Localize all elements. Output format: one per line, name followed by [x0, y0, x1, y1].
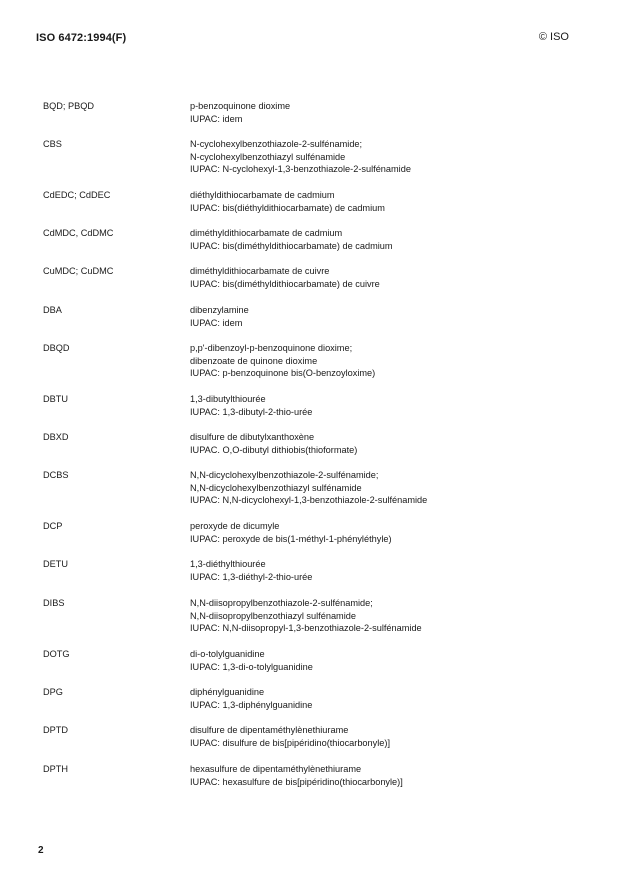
- list-item: [0, 520, 627, 545]
- list-item: [0, 100, 627, 125]
- list-item: [0, 724, 627, 749]
- list-item: [0, 469, 627, 507]
- definition-line: 1,3-dibutylthiourée: [190, 394, 266, 404]
- definition-line: IUPAC: 1,3-diéthyl-2-thio-urée: [190, 571, 313, 582]
- definition: [190, 597, 610, 635]
- definition-line: N-cyclohexylbenzothiazole-2-sulfénamide;: [190, 139, 363, 149]
- definition: [190, 138, 610, 176]
- definition-line: IUPAC: N,N-diisopropyl-1,3-benzothiazole-2-sulfénamide: [190, 623, 422, 633]
- abbreviation: CdEDC; CdDEC: [43, 190, 111, 200]
- list-item: [0, 763, 627, 788]
- definition-line: IUPAC. O,O-dibutyl dithiobis(thioformate): [190, 444, 358, 455]
- list-item: [0, 686, 627, 711]
- definition-line: disulfure de dipentaméthylènethiurame: [190, 725, 349, 735]
- definition-line: N,N-dicyclohexylbenzothiazyl sulfénamide: [190, 482, 362, 493]
- page-number: 2: [38, 845, 44, 856]
- definition: [190, 393, 610, 418]
- abbreviation: DBTU: [43, 394, 69, 404]
- list-item: [0, 138, 627, 176]
- list-item: [0, 648, 627, 673]
- abbreviation: DPTH: [43, 764, 69, 774]
- definition: [190, 265, 610, 290]
- definition-line: IUPAC: 1,3-diphénylguanidine: [190, 699, 313, 710]
- abbreviation: DCP: [43, 521, 63, 531]
- abbreviation: DIBS: [43, 598, 65, 608]
- document-standard-title: ISO 6472:1994(F): [36, 32, 127, 44]
- definition-line: diéthyldithiocarbamate de cadmium: [190, 190, 335, 200]
- definition-line: p,p'-dibenzoyl-p-benzoquinone dioxime;: [190, 343, 353, 353]
- definition: [190, 342, 610, 380]
- list-item: [0, 189, 627, 214]
- definition: [190, 100, 610, 125]
- definition: [190, 724, 610, 749]
- definition: [190, 304, 610, 329]
- definition-line: dibenzoate de quinone dioxime: [190, 355, 318, 366]
- definition-line: IUPAC: peroxyde de bis(1-méthyl-1-phényléthyle): [190, 533, 392, 544]
- list-item: [0, 342, 627, 380]
- definition: [190, 763, 610, 788]
- definition: [190, 686, 610, 711]
- definition-line: IUPAC: idem: [190, 317, 243, 328]
- copyright-notice: © ISO: [538, 31, 569, 43]
- definition: [190, 648, 610, 673]
- list-item: [0, 431, 627, 456]
- list-item: [0, 393, 627, 418]
- definition-line: disulfure de dibutylxanthoxène: [190, 432, 315, 442]
- definition-line: IUPAC: bis(diéthyldithiocarbamate) de cadmium: [190, 202, 385, 213]
- definition-line: N-cyclohexylbenzothiazyl sulfénamide: [190, 151, 346, 162]
- abbreviation: CuMDC; CuDMC: [43, 266, 114, 276]
- abbreviation: BQD; PBQD: [43, 101, 95, 111]
- definition-line: 1,3-diéthylthiourée: [190, 559, 266, 569]
- definition: [190, 189, 610, 214]
- definition-line: IUPAC: hexasulfure de bis[pipéridino(thiocarbonyle)]: [190, 776, 403, 787]
- abbreviation: CdMDC, CdDMC: [43, 228, 114, 238]
- list-item: [0, 558, 627, 583]
- abbreviation: DBA: [43, 305, 62, 315]
- definition-line: IUPAC: bis(diméthyldithiocarbamate) de cuivre: [190, 278, 380, 289]
- list-item: [0, 227, 627, 252]
- definition-line: di-o-tolylguanidine: [190, 649, 265, 659]
- definition-line: N,N-diisopropylbenzothiazole-2-sulfénamide;: [190, 598, 373, 608]
- definition-line: IUPAC: idem: [190, 113, 243, 124]
- abbreviation: DETU: [43, 559, 69, 569]
- abbreviation: DPG: [43, 687, 63, 697]
- definition-line: dibenzylamine: [190, 305, 249, 315]
- abbreviation: DOTG: [43, 649, 70, 659]
- definition-line: N,N-dicyclohexylbenzothiazole-2-sulfénamide;: [190, 470, 379, 480]
- definition-line: IUPAC: 1,3-di-o-tolylguanidine: [190, 661, 313, 672]
- definition-line: peroxyde de dicumyle: [190, 521, 280, 531]
- list-item: [0, 597, 627, 635]
- definition-line: diméthyldithiocarbamate de cuivre: [190, 266, 330, 276]
- abbreviation: DBXD: [43, 432, 69, 442]
- list-item: [0, 265, 627, 290]
- abbreviation: CBS: [43, 139, 62, 149]
- definition: [190, 469, 610, 507]
- definition-line: IUPAC: p-benzoquinone bis(O-benzoyloxime): [190, 368, 376, 378]
- definition-line: IUPAC: bis(diméthyldithiocarbamate) de cadmium: [190, 240, 393, 251]
- definition-line: IUPAC: 1,3-dibutyl-2-thio-urée: [190, 406, 313, 417]
- definition-line: hexasulfure de dipentaméthylènethiurame: [190, 764, 362, 774]
- definition-line: IUPAC: N-cyclohexyl-1,3-benzothiazole-2-sulfénamide: [190, 164, 411, 174]
- definition-line: p-benzoquinone dioxime: [190, 101, 291, 111]
- abbreviation: DBQD: [43, 343, 70, 353]
- definition-line: IUPAC: disulfure de bis[pipéridino(thiocarbonyle)]: [190, 737, 391, 748]
- definition-line: N,N-diisopropylbenzothiazyl sulfénamide: [190, 610, 356, 621]
- definition: [190, 431, 610, 456]
- definition: [190, 520, 610, 545]
- definition: [190, 227, 610, 252]
- list-item: [0, 304, 627, 329]
- definition: [190, 558, 610, 583]
- abbreviation: DCBS: [43, 470, 69, 480]
- abbreviation: DPTD: [43, 725, 69, 735]
- definition-line: IUPAC: N,N-dicyclohexyl-1,3-benzothiazole-2-sulfénamide: [190, 495, 428, 505]
- definition-line: diméthyldithiocarbamate de cadmium: [190, 228, 343, 238]
- definition-line: diphénylguanidine: [190, 687, 265, 697]
